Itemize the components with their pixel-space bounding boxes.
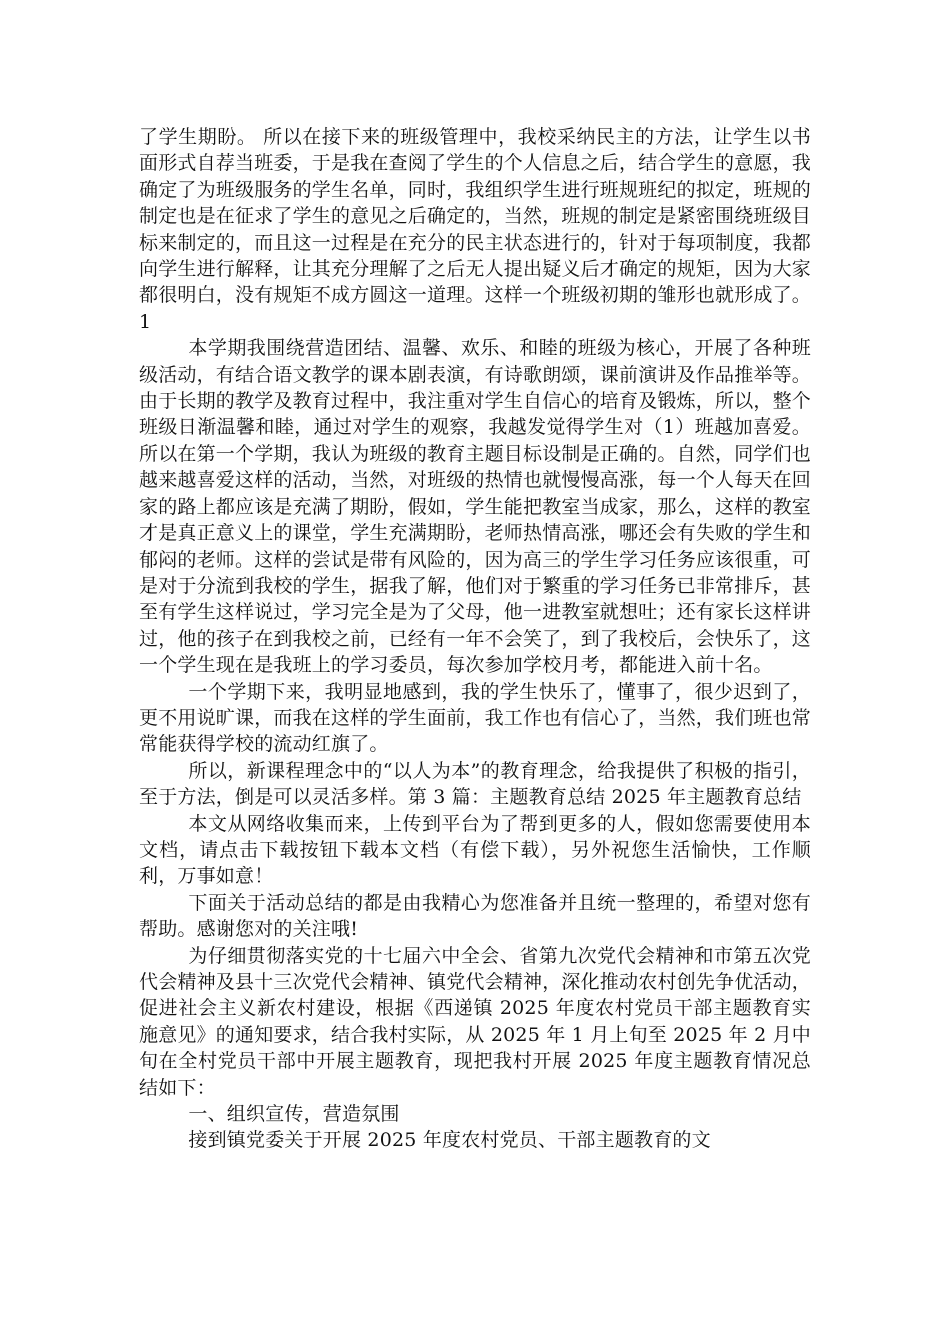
paragraph-people-oriented: 所以，新课程理念中的“以人为本”的教育理念，给我提供了积极的指引，至于方法，倒是可以灵活多样。第 3 篇：主题教育总结 2025 年主题教育总结 bbox=[139, 759, 811, 809]
section-heading-organize-publicity: 一、组织宣传，营造氛围 bbox=[188, 1103, 400, 1126]
paragraph-theme-education: 为仔细贯彻落实党的十七届六中全会、省第九次党代会精神和市第五次党代会精神及县十三次党代会精神、镇党代会精神，深化推动农村创先争优活动，促进社会主义新农村建设，根据《西递镇 2025 年度农村党员干部主题教育实施意见》的通知要求，结合我村实际，从 2025 年 1 月上旬至 2025 年 2 月中旬在全村党员干部中开展主题教育，现把我村开展 2025 年度主题教育情况总结如下： bbox=[139, 944, 812, 1099]
paragraph-continuation: 了学生期盼。 所以在接下来的班级管理中，我校采纳民主的方法，让学生以书面形式自荐当班委，于是我在查阅了学生的个人信息之后，结合学生的意愿，我确定了为班级服务的学生名单，同时，我组织学生进行班规班纪的拟定，班规的制定也是在征求了学生的意见之后确定的，当然，班规的制定是紧密围绕班级目标来制定的，而且这一过程是在充分的民主状态进行的，针对于每项制度，我都向学生进行解释，让其充分理解了之后无人提出疑义后才确定的规矩，因为大家都很明白，没有规矩不成方圆这一道理。这样一个班级初期的雏形也就形成了。1 bbox=[139, 126, 812, 333]
paragraph-received-notice: 接到镇党委关于开展 2025 年度农村党员、干部主题教育的文 bbox=[188, 1129, 711, 1152]
paragraph-class-activities: 本学期我围绕营造团结、温馨、欢乐、和睦的班级为核心，开展了各种班级活动，有结合语文教学的课本剧表演，有诗歌朗颂，课前演讲及作品推举等。由于长期的教学及教育过程中，我注重对学生自信心的培育及锻炼，所以，整个班级日渐温馨和睦，通过对学生的观察，我越发觉得学生对（1）班越加喜爱。所以在第一个学期，我认为班级的教育主题目标设制是正确的。自然，同学们也越来越喜爱这样的活动，当然，对班级的热情也就慢慢高涨，每一个人每天在回家的路上都应该是充满了期盼，假如，学生能把教室当成家，那么，这样的教室才是真正意义上的课堂，学生充满期盼，老师热情高涨，哪还会有失败的学生和郁闷的老师。这样的尝试是带有风险的，因为高三的学生学习任务应该很重，可是对于分流到我校的学生，据我了解，他们对于繁重的学习任务已非常排斥，甚至有学生这样说过，学习完全是为了父母，他一进教室就想吐；还有家长这样讲过，他的孩子在到我校之前，已经有一年不会笑了，到了我校后，会快乐了，这一个学生现在是我班上的学习委员，每次参加学校月考，都能进入前十名。 bbox=[139, 337, 812, 677]
paragraph-download-notice: 本文从网络收集而来，上传到平台为了帮到更多的人，假如您需要使用本文档，请点击下载按钮下载本文档（有偿下载），另外祝您生活愉快，工作顺利，万事如意！ bbox=[139, 812, 811, 888]
paragraph-summary-intro: 下面关于活动总结的都是由我精心为您准备并且统一整理的，希望对您有帮助。感谢您对的关注哦! bbox=[139, 891, 811, 941]
document-body bbox=[139, 124, 811, 1154]
paragraph-semester-result: 一个学期下来，我明显地感到，我的学生快乐了，懂事了，很少迟到了，更不用说旷课，而我在这样的学生面前，我工作也有信心了，当然，我们班也常常能获得学校的流动红旗了。 bbox=[139, 680, 812, 756]
